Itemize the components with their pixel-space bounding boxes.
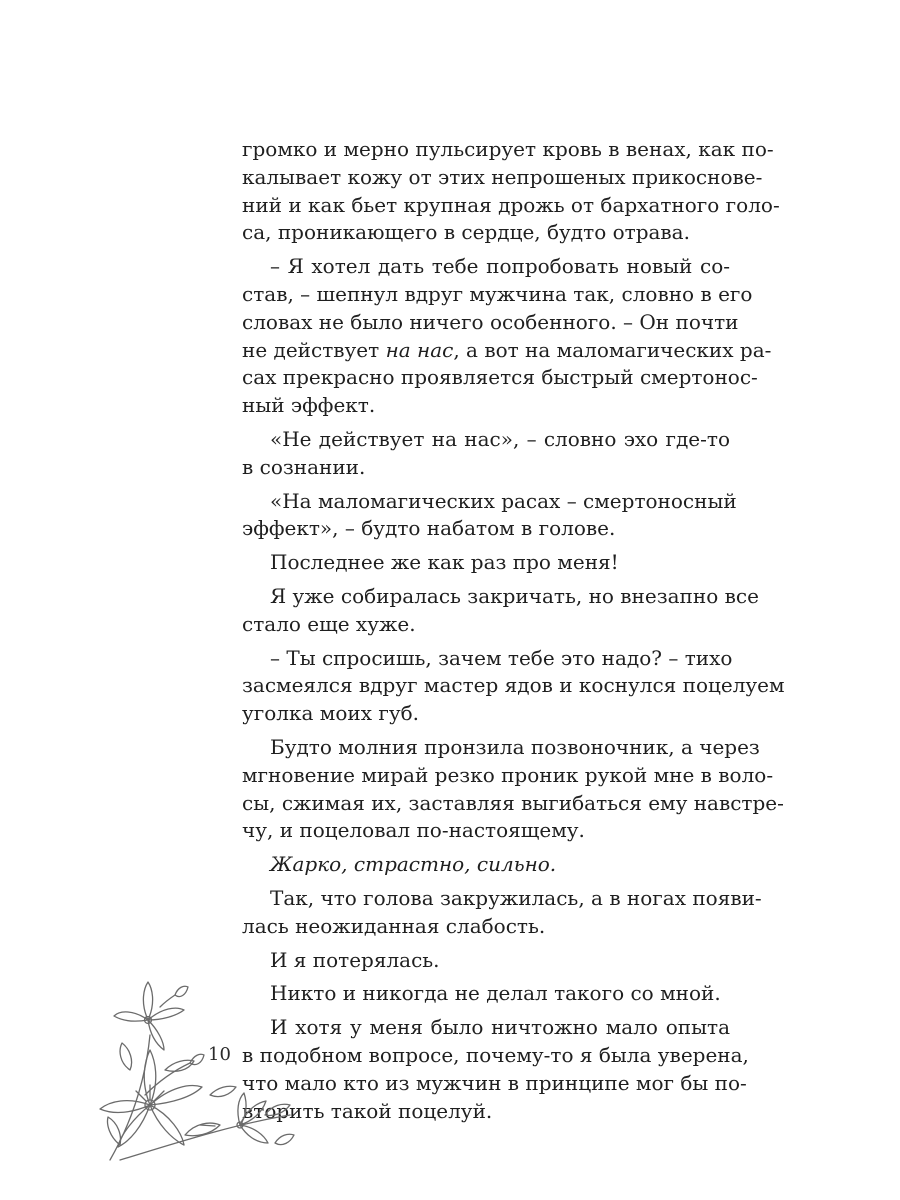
- text-line: мгновение мирай резко проник рукой мне в воло-: [242, 762, 774, 787]
- text-line-italic: Жарко, страстно, сильно.: [270, 852, 557, 877]
- body-text: [242, 136, 785, 1125]
- text-line: став, – шепнул вдруг мужчина так, словно в его: [242, 281, 753, 306]
- text-line: сы, сжимая их, заставляя выгибаться ему навстре-: [242, 790, 784, 815]
- text-line: – Ты спросишь, зачем тебе это надо? – тихо: [270, 645, 733, 670]
- text-line-mixed: [242, 337, 772, 365]
- text-line: Так, что голова закружилась, а в ногах появи-: [270, 885, 762, 910]
- text-line: лась неожиданная слабость.: [242, 913, 546, 938]
- text-line: стало еще хуже.: [242, 611, 416, 636]
- text-line: громко и мерно пульсирует кровь в венах, как по-: [242, 137, 774, 161]
- text-line: «На маломагических расах – смертоносный: [270, 488, 737, 513]
- text-line: Никто и никогда не делал такого со мной.: [270, 981, 721, 1006]
- text-line: ный эффект.: [242, 393, 376, 418]
- text-line: словах не было ничего особенного. – Он почти: [242, 309, 739, 334]
- text-line: И я потерялась.: [270, 947, 440, 972]
- text-line: калывает кожу от этих непрошеных прикоснове-: [242, 164, 763, 189]
- text-line: засмеялся вдруг мастер ядов и коснулся поцелуем: [242, 673, 785, 698]
- text-line: в сознании.: [242, 454, 366, 479]
- text-line: эффект», – будто набатом в голове.: [242, 516, 616, 541]
- text-segment: , а вот на маломагических ра-: [453, 337, 772, 362]
- text-line: чу, и поцеловал по-настоящему.: [242, 818, 585, 843]
- text-line: Последнее же как раз про меня!: [270, 550, 619, 575]
- text-line: – Я хотел дать тебе попробовать новый со-: [270, 254, 730, 279]
- page-number: 10: [208, 1044, 231, 1065]
- text-line: са, проникающего в сердце, будто отрава.: [242, 220, 690, 245]
- floral-ornament-icon: [90, 975, 300, 1165]
- text-line: что мало кто из мужчин в принципе мог бы по-: [242, 1070, 747, 1095]
- text-segment: не действует: [242, 337, 386, 362]
- italic-phrase: на нас: [385, 337, 454, 362]
- text-line: И хотя у меня было ничтожно мало опыта: [270, 1015, 730, 1040]
- text-line: уголка моих губ.: [242, 701, 419, 726]
- text-line: Я уже собиралась закричать, но внезапно все: [270, 583, 759, 608]
- text-line: в подобном вопросе, почему-то я была уверена,: [242, 1042, 749, 1067]
- text-line: вторить такой поцелуй.: [242, 1098, 493, 1123]
- text-line: ний и как бьет крупная дрожь от бархатного голо-: [242, 192, 780, 217]
- text-line: «Не действует на нас», – словно эхо где-то: [270, 426, 730, 451]
- text-line: Будто молния пронзила позвоночник, а через: [270, 734, 760, 759]
- text-line: сах прекрасно проявляется быстрый смертонос-: [242, 365, 758, 390]
